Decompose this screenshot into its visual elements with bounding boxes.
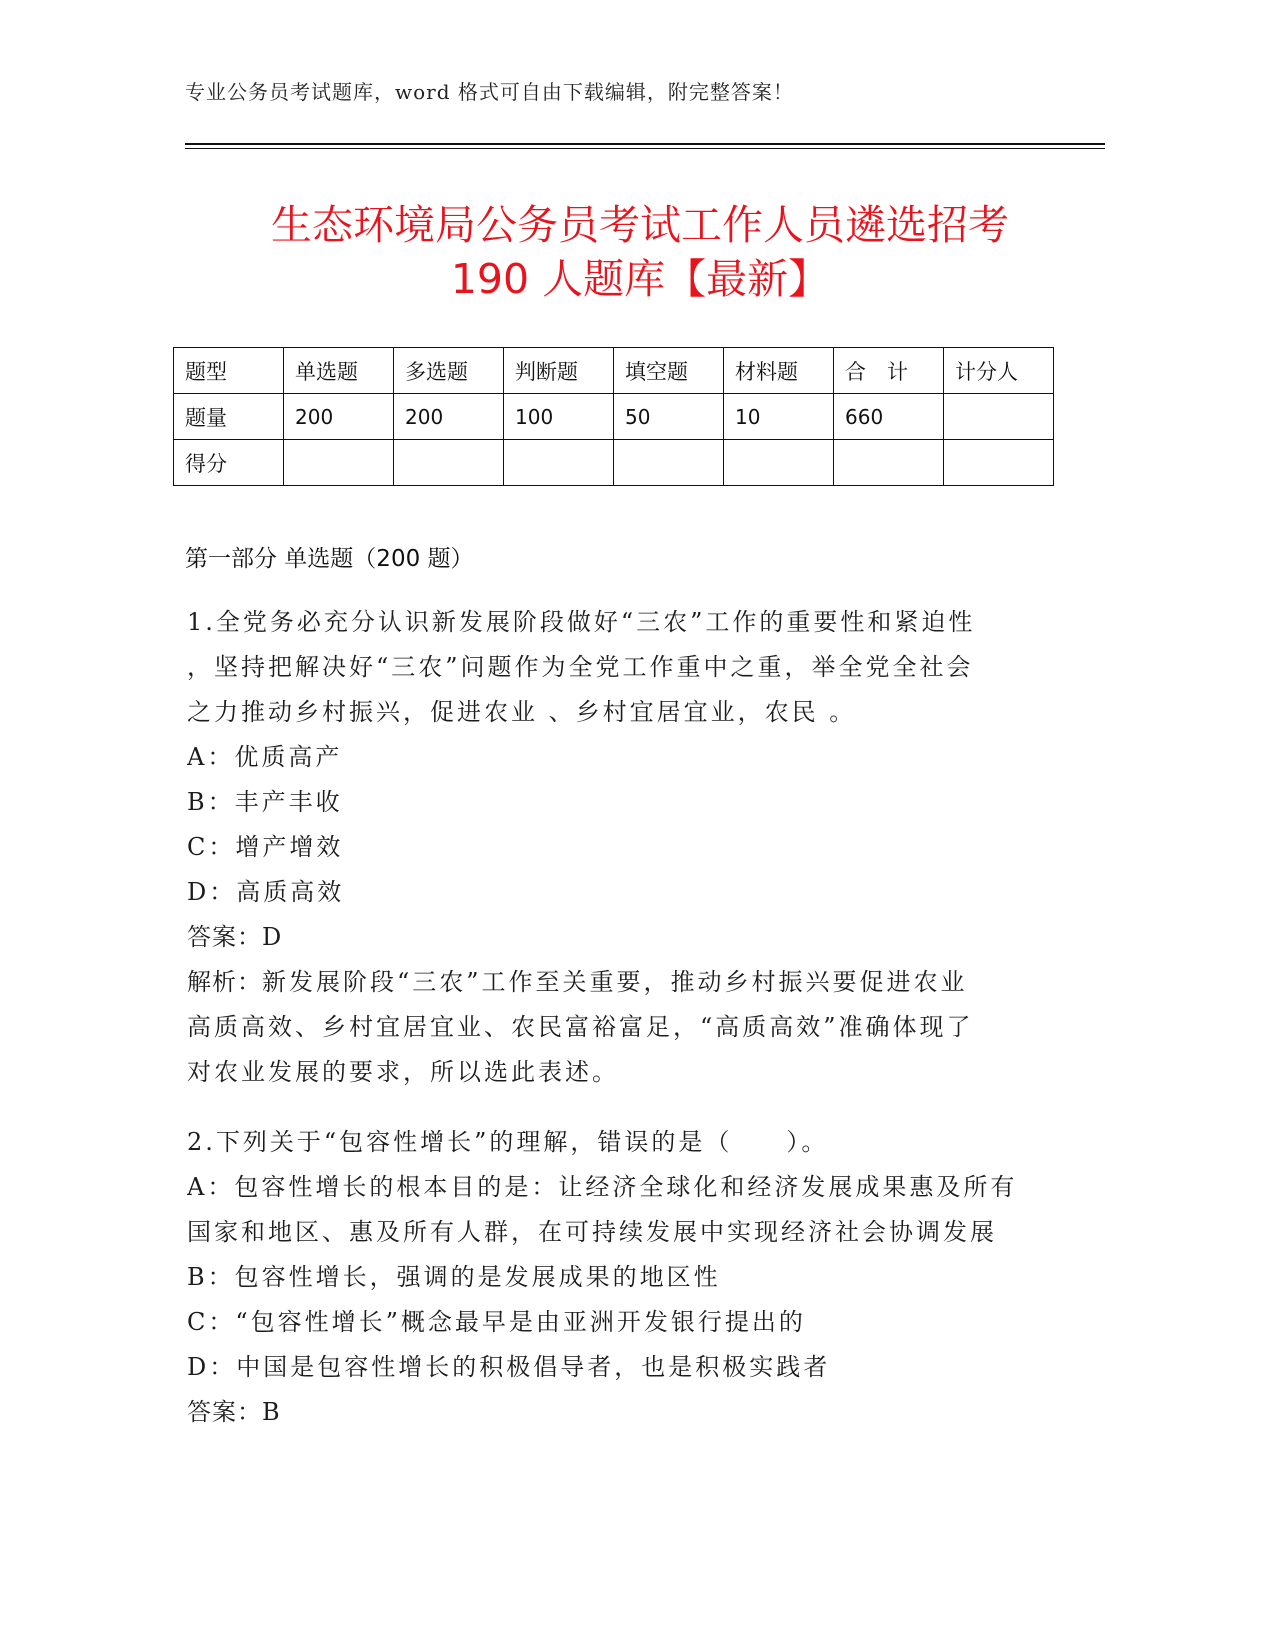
title-line-1: 生态环境局公务员考试工作人员遴选招考 [271,201,1009,249]
table-cell: 200 [284,394,394,440]
score-table [173,347,1054,486]
option-a-continued: 国家和地区、惠及所有人群，在可持续发展中实现经济社会协调发展 [187,1218,997,1246]
answer-label: 答案： [187,923,262,951]
table-cell: 100 [504,394,614,440]
analysis-label: 解析： [187,968,262,996]
question-stem-line: 1.全党务必充分认识新发展阶段做好“三农”工作的重要性和紧迫性 [187,608,976,636]
table-cell: 题量 [174,394,284,440]
table-cell: 10 [724,394,834,440]
table-cell: 660 [834,394,944,440]
question-stem-line: 之力推动乡村振兴，促进农业 、乡村宜居宜业，农民 。 [187,698,857,726]
table-cell: 合 计 [834,348,944,394]
table-cell: 计分人 [944,348,1054,394]
table-header-row [174,348,1054,394]
analysis-line [187,960,1097,1005]
table-score-row [174,440,1054,486]
table-cell [284,440,394,486]
analysis-text: 新发展阶段“三农”工作至关重要，推动乡村振兴要促进农业 [262,968,968,996]
title-line-2: 190 人题库【最新】 [450,255,830,303]
option-d: D：高质高效 [187,878,345,906]
section-title: 第一部分 单选题（200 题） [185,546,474,572]
table-cell [394,440,504,486]
table-cell [614,440,724,486]
table-cell: 得分 [174,440,284,486]
question-stem-line: ，坚持把解决好“三农”问题作为全党工作重中之重，举全党全社会 [187,653,974,681]
answer-line [187,915,1097,960]
option-a: A：优质高产 [187,743,343,771]
option-b: B：丰产丰收 [187,788,343,816]
table-cell: 单选题 [284,348,394,394]
option-c: C：增产增效 [187,833,344,861]
option-c: C：“包容性增长”概念最早是由亚洲开发银行提出的 [187,1308,806,1336]
answer-label: 答案： [187,1398,262,1426]
option-a: A：包容性增长的根本目的是：让经济全球化和经济发展成果惠及所有 [187,1173,1018,1201]
table-cell [944,440,1054,486]
page-header-note: 专业公务员考试题库，word 格式可自由下载编辑，附完整答案！ [185,80,794,104]
question-stem-line: 2.下列关于“包容性增长”的理解，错误的是（ ）。 [187,1128,829,1156]
question-2 [187,1120,1097,1435]
table-cell: 判断题 [504,348,614,394]
table-cell [834,440,944,486]
table-cell [944,394,1054,440]
answer-line [187,1390,1097,1435]
table-cell: 200 [394,394,504,440]
analysis-line: 对农业发展的要求，所以选此表述。 [187,1058,619,1086]
answer-value: B [262,1398,283,1426]
table-cell: 题型 [174,348,284,394]
header-divider [185,143,1105,149]
document-title [160,198,1120,306]
table-cell [724,440,834,486]
option-d: D：中国是包容性增长的积极倡导者，也是积极实践者 [187,1353,831,1381]
table-cell: 填空题 [614,348,724,394]
table-cell: 多选题 [394,348,504,394]
table-cell: 50 [614,394,724,440]
table-cell: 材料题 [724,348,834,394]
question-1 [187,600,1097,1095]
option-b: B：包容性增长，强调的是发展成果的地区性 [187,1263,721,1291]
answer-value: D [262,923,285,951]
table-cell [504,440,614,486]
table-count-row [174,394,1054,440]
analysis-line: 高质高效、乡村宜居宜业、农民富裕富足，“高质高效”准确体现了 [187,1013,974,1041]
